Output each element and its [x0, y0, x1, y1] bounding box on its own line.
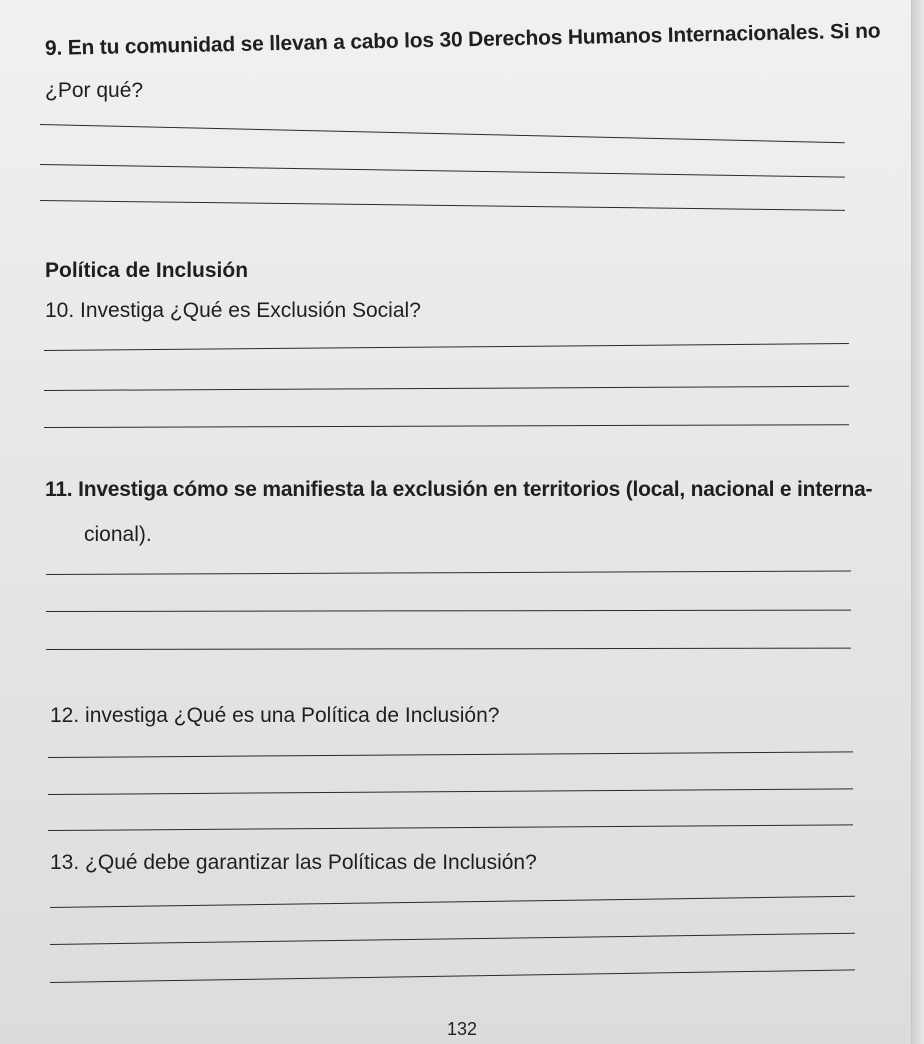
answer-line[interactable] — [50, 896, 855, 908]
answer-line[interactable] — [40, 164, 845, 178]
answer-line[interactable] — [44, 386, 849, 391]
answer-line[interactable] — [50, 969, 855, 983]
answer-line[interactable] — [46, 648, 851, 650]
answer-line[interactable] — [50, 933, 855, 945]
answer-line[interactable] — [48, 751, 853, 758]
question-9-followup: ¿Por qué? — [45, 79, 144, 102]
question-9-text: 9. En tu comunidad se llevan a cabo los 30 Derechos Humanos Internacionales. Si no — [44, 19, 881, 60]
question-11-text: 11. Investiga cómo se manifiesta la exclusión en territorios (local, nacional e interna- — [45, 478, 873, 501]
question-12-text: 12. investiga ¿Qué es una Política de Inclusión? — [50, 704, 500, 727]
answer-line[interactable] — [44, 424, 849, 428]
answer-line[interactable] — [46, 610, 851, 612]
answer-line[interactable] — [40, 200, 845, 211]
section-title: Política de Inclusión — [45, 259, 249, 282]
question-11-continuation: cional). — [84, 523, 152, 546]
answer-line[interactable] — [46, 570, 851, 575]
answer-line[interactable] — [40, 124, 845, 143]
page-number: 132 — [446, 1019, 478, 1039]
question-10-text: 10. Investiga ¿Qué es Exclusión Social? — [45, 299, 421, 322]
page-edge — [911, 0, 924, 1044]
question-13-text: 13. ¿Qué debe garantizar las Políticas de Inclusión? — [50, 851, 537, 874]
answer-line[interactable] — [44, 343, 849, 351]
answer-line[interactable] — [48, 824, 853, 831]
answer-line[interactable] — [48, 788, 853, 795]
